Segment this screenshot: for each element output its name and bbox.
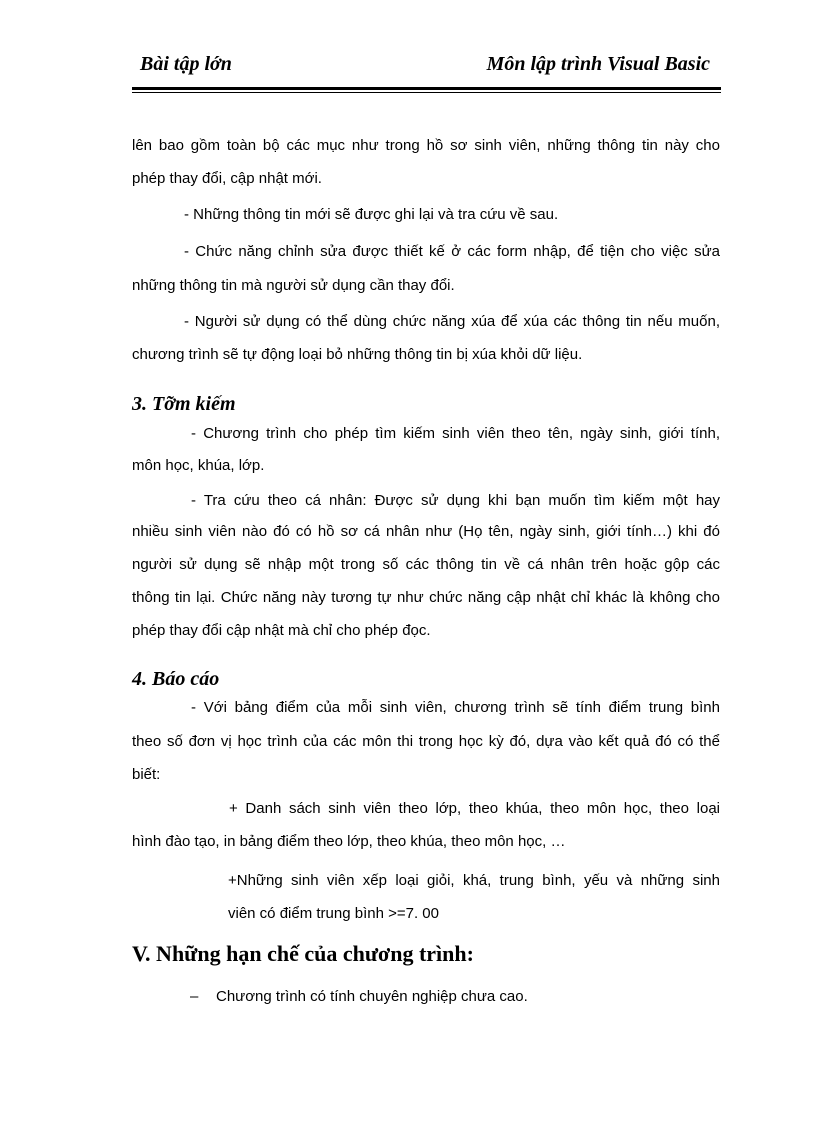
section-heading-3: 3. Tỡm kiếm: [132, 393, 236, 415]
body-line: thông tin lại. Chức năng này tương tự như chức năng cập nhật chỉ khác là không cho: [132, 589, 720, 606]
header-rule-thin: [132, 92, 721, 93]
body-line: những thông tin mà người sử dụng cần thay đổi.: [132, 277, 455, 294]
header-rule: [132, 87, 721, 90]
body-line: - Tra cứu theo cá nhân: Được sử dụng khi bạn muốn tìm kiếm một hay: [191, 492, 720, 509]
body-line: theo số đơn vị học trình của các môn thi trong học kỳ đó, dựa vào kết quả đó có thể: [132, 733, 720, 750]
body-line: Chương trình có tính chuyên nghiệp chưa cao.: [216, 988, 528, 1005]
body-line: + Danh sách sinh viên theo lớp, theo khúa, theo môn học, theo loại: [229, 800, 720, 817]
section-heading-4: 4. Báo cáo: [132, 668, 220, 690]
body-line: lên bao gồm toàn bộ các mục như trong hồ sơ sinh viên, những thông tin này cho: [132, 137, 720, 154]
header-right-title: Môn lập trình Visual Basic: [486, 53, 710, 75]
body-line: môn học, khúa, lớp.: [132, 457, 265, 474]
bullet-dash: –: [190, 988, 199, 1005]
body-line: - Người sử dụng có thể dùng chức năng xúa để xúa các thông tin nếu muốn,: [184, 313, 720, 330]
body-line: - Chức năng chỉnh sửa được thiết kế ở các form nhập, để tiện cho việc sửa: [184, 243, 720, 260]
body-line: chương trình sẽ tự động loại bỏ những thông tin bị xúa khỏi dữ liệu.: [132, 346, 583, 363]
body-line: viên có điểm trung bình >=7. 00: [228, 905, 439, 922]
body-line: - Những thông tin mới sẽ được ghi lại và tra cứu về sau.: [184, 206, 559, 223]
body-line: nhiều sinh viên nào đó có hồ sơ cá nhân như (Họ tên, ngày sinh, giới tính…) khi đó: [132, 523, 720, 540]
body-line: +Những sinh viên xếp loại giỏi, khá, trung bình, yếu và những sinh: [228, 872, 720, 889]
body-line: hình đào tạo, in bảng điểm theo lớp, theo khúa, theo môn học, …: [132, 833, 566, 850]
header-left-title: Bài tập lớn: [140, 53, 232, 75]
body-line: phép thay đổi, cập nhật mới.: [132, 170, 322, 187]
body-line: - Với bảng điểm của mỗi sinh viên, chương trình sẽ tính điểm trung bình: [191, 699, 720, 716]
section-heading-5: V. Những hạn chế của chương trình:: [132, 941, 474, 966]
body-line: biết:: [132, 766, 161, 783]
body-line: người sử dụng sẽ nhập một trong số các thông tin về cá nhân trên hoặc gộp các: [132, 556, 720, 573]
body-line: - Chương trình cho phép tìm kiếm sinh viên theo tên, ngày sinh, giới tính,: [191, 425, 720, 442]
body-line: phép thay đổi cập nhật mà chỉ cho phép đọc.: [132, 622, 431, 639]
